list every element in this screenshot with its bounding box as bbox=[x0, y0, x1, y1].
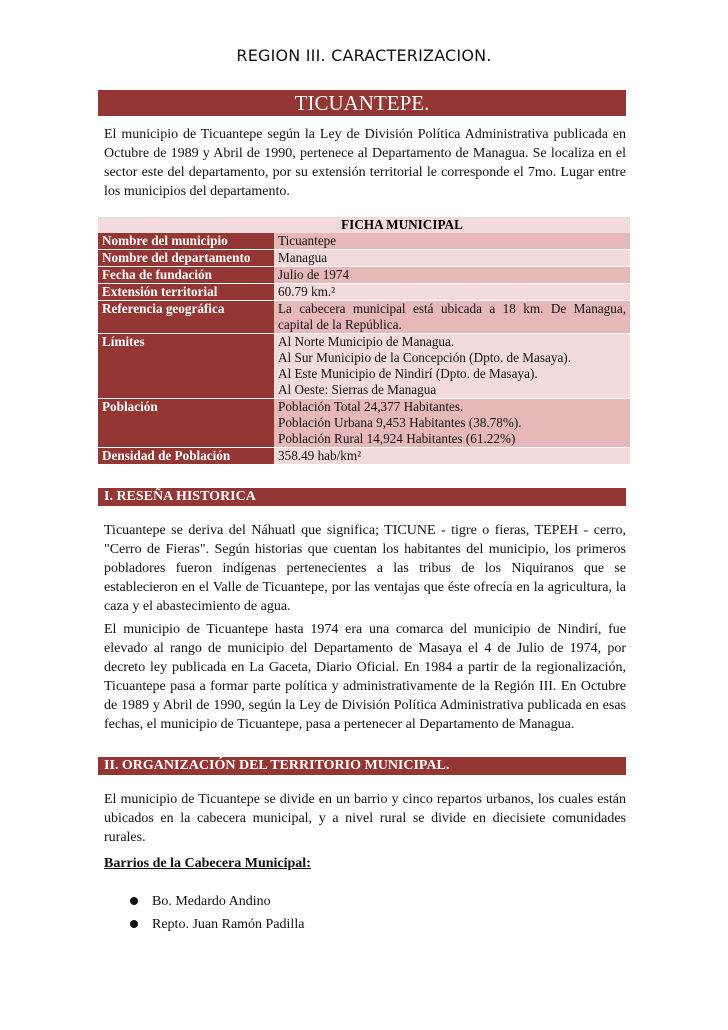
list-item bbox=[130, 913, 304, 936]
table-row bbox=[98, 267, 630, 284]
ficha-heading: FICHA MUNICIPAL bbox=[98, 217, 630, 233]
row-value: Managua bbox=[274, 250, 630, 267]
row-label: Población bbox=[98, 399, 274, 448]
page-header: REGION III. CARACTERIZACION. bbox=[236, 46, 492, 65]
row-value-lines bbox=[274, 334, 630, 399]
ficha-heading-row bbox=[98, 217, 630, 233]
intro-paragraph: El municipio de Ticuantepe según la Ley de División Política Administrativa publicada en Octubre de 1989 y Abril de 1990, pertenece al Departamento de Managua. Se localiza en el sector este del departamento, por su extensión territorial le corresponde el 7mo. Lugar entre los municipios del departamento. bbox=[104, 127, 626, 199]
barrios-subheading: Barrios de la Cabecera Municipal: bbox=[104, 856, 311, 871]
limite-line: Al Norte Municipio de Managua. bbox=[278, 334, 455, 349]
bullet-icon bbox=[130, 920, 138, 928]
row-label: Nombre del departamento bbox=[98, 250, 274, 267]
poblacion-line: Población Total 24,377 Habitantes. bbox=[278, 399, 464, 414]
barrios-list bbox=[130, 890, 304, 936]
organizacion-paragraph: El municipio de Ticuantepe se divide en un barrio y cinco repartos urbanos, los cuales están ubicados en la cabecera municipal, y a nivel rural se divide en diecisiete comunidades rurales. bbox=[104, 792, 626, 845]
row-label: Nombre del municipio bbox=[98, 233, 274, 250]
row-label: Densidad de Población bbox=[98, 448, 274, 465]
row-label: Fecha de fundación bbox=[98, 267, 274, 284]
page-title: TICUANTEPE. bbox=[98, 90, 626, 116]
section-heading-historia: I. RESEÑA HISTORICA bbox=[98, 488, 626, 506]
row-label: Referencia geográfica bbox=[98, 301, 274, 334]
row-value: Ticuantepe bbox=[274, 233, 630, 250]
table-row bbox=[98, 233, 630, 250]
row-value: Julio de 1974 bbox=[274, 267, 630, 284]
row-label: Extensión territorial bbox=[98, 284, 274, 301]
table-row bbox=[98, 250, 630, 267]
bullet-icon bbox=[130, 897, 138, 905]
limite-line: Al Este Municipio de Nindirí (Dpto. de Masaya). bbox=[278, 366, 538, 381]
limite-line: Al Sur Municipio de la Concepción (Dpto. de Masaya). bbox=[278, 350, 571, 365]
table-row bbox=[98, 301, 630, 334]
barrio-name: Bo. Medardo Andino bbox=[152, 894, 271, 909]
poblacion-line: Población Urbana 9,453 Habitantes (38.78%). bbox=[278, 415, 522, 430]
section-heading-organizacion: II. ORGANIZACIÓN DEL TERRITORIO MUNICIPAL. bbox=[98, 757, 626, 775]
historia-paragraph-2: El municipio de Ticuantepe hasta 1974 era una comarca del municipio de Nindirí, fue elevado al rango de municipio del Departamento de Masaya el 4 de Julio de 1974, por decreto ley publicada en La Gaceta, Diario Oficial. En 1984 a partir de la regionalización, Ticuantepe pasa a formar parte política y administrativamente de la Región III. En Octubre de 1989 y Abril de 1990, según la Ley de División Política Administrativa publicada en esas fechas, el municipio de Ticuantepe, pasa a pertenecer al Departamento de Managua. bbox=[104, 622, 626, 732]
list-item bbox=[130, 890, 304, 913]
table-row bbox=[98, 448, 630, 465]
poblacion-line: Población Rural 14,924 Habitantes (61.22%) bbox=[278, 431, 516, 446]
row-label: Límites bbox=[98, 334, 274, 399]
row-value: 60.79 km.² bbox=[274, 284, 630, 301]
barrio-name: Repto. Juan Ramón Padilla bbox=[152, 917, 305, 932]
row-value: La cabecera municipal está ubicada a 18 km. De Managua, capital de la República. bbox=[274, 301, 630, 334]
row-value-lines bbox=[274, 399, 630, 448]
table-row bbox=[98, 334, 630, 399]
table-row bbox=[98, 399, 630, 448]
row-value: 358.49 hab/km² bbox=[274, 448, 630, 465]
ficha-municipal-table bbox=[98, 217, 630, 465]
historia-paragraph-1: Ticuantepe se deriva del Náhuatl que significa; TICUNE - tigre o fieras, TEPEH - cerro, "Cerro de Fieras". Según historias que cuentan los habitantes del municipio, los primeros pobladores fueron indígenas pertenecientes a las tribus de los Niquiranos que se establecieron en el Valle de Ticuantepe, por las ventajas que éste ofrecía en la agricultura, la caza y el abastecimiento de agua. bbox=[104, 523, 626, 614]
limite-line: Al Oeste: Sierras de Managua bbox=[278, 382, 437, 397]
table-row bbox=[98, 284, 630, 301]
